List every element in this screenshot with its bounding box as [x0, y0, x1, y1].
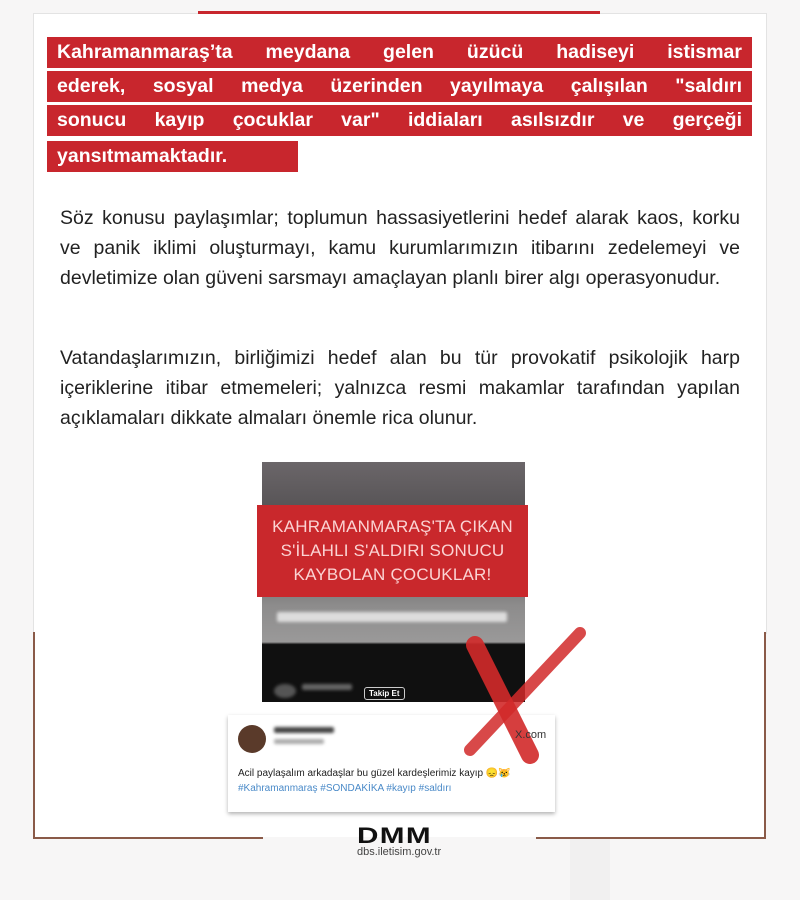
- tweet-text: Acil paylaşalım arkadaşlar bu güzel kardeşlerimiz kayıp 😞😿: [238, 768, 511, 779]
- body-paragraph: Vatandaşlarımızın, birliğimizi hedef alan bu tür provokatif psikolojik harp içeriklerine itibar etmemeleri; yalnızca resmi makamlar tarafından yapılan açıklamaları dikkate almaları önemle rica olunur.: [60, 347, 740, 429]
- fake-claim-banner: [257, 505, 528, 597]
- source-label: X.com: [515, 729, 547, 741]
- frame-line: [764, 632, 766, 839]
- frame-line: [33, 837, 263, 839]
- banner-line: KAHRAMANMARAŞ'TA ÇIKAN: [272, 517, 513, 536]
- body-paragraph: Söz konusu paylaşımlar; toplumun hassasiyetlerini hedef alarak kaos, korku ve panik iklimi oluşturmayı, kamu kurumlarımızın itibarını zedelemeyi ve devletimize olan güveni sarsmayı amaçlayan planlı birer algı operasyonudur.: [60, 207, 740, 289]
- tweet-hashtags: #Kahramanmaraş #SONDAKİKA #kayıp #saldırı: [238, 783, 452, 794]
- headline-line: ederek, sosyal medya üzerinden yayılmaya çalışılan "saldırı: [47, 71, 752, 102]
- headline-line: Kahramanmaraş’ta meydana gelen üzücü hadiseyi istismar: [47, 37, 752, 68]
- dmm-logo: DMM: [357, 823, 432, 848]
- frame-line: [33, 632, 35, 839]
- headline-line: sonucu kayıp çocuklar var" iddiaları asılsızdır ve gerçeği: [47, 105, 752, 136]
- follow-button: Takip Et: [364, 687, 405, 700]
- top-accent-line: [198, 11, 600, 14]
- banner-line: S'İLAHLI S'ALDIRI SONUCU: [280, 541, 505, 560]
- headline-line: yansıtmamaktadır.: [47, 141, 298, 172]
- frame-line: [536, 837, 766, 839]
- avatar: [238, 725, 266, 753]
- cross-mark-icon: [455, 625, 590, 765]
- banner-line: KAYBOLAN ÇOCUKLAR!: [293, 565, 492, 584]
- footer-url: dbs.iletisim.gov.tr: [357, 846, 442, 858]
